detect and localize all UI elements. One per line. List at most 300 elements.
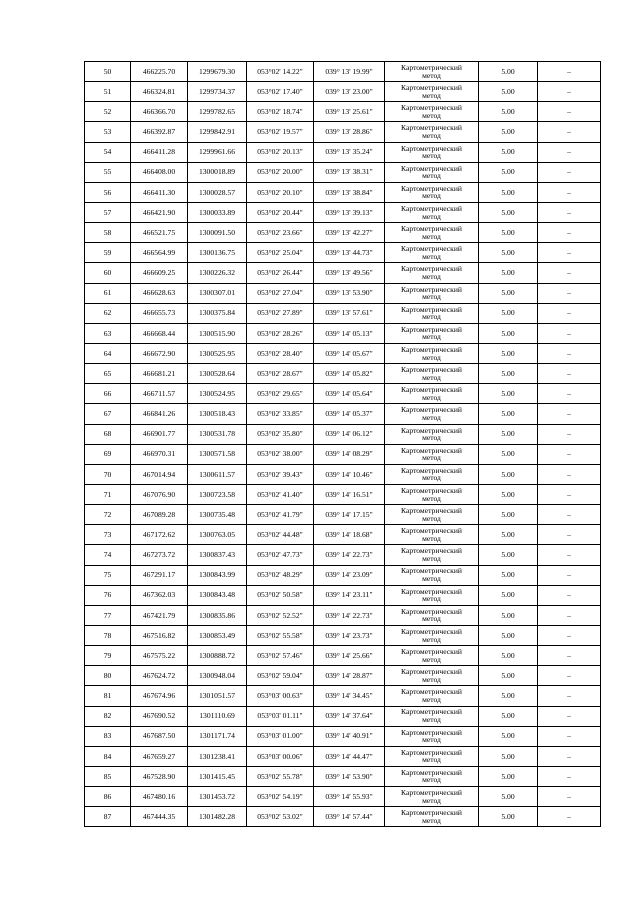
y-coordinate-cell: 1300525.95 — [188, 343, 247, 363]
accuracy-cell: 5.00 — [479, 505, 538, 525]
x-coordinate-cell: 466681.21 — [131, 364, 188, 384]
note-cell: – — [538, 706, 601, 726]
x-coordinate-cell: 466628.63 — [131, 283, 188, 303]
x-coordinate-cell: 467659.27 — [131, 746, 188, 766]
latitude-cell: 053°02' 54.19" — [247, 787, 314, 807]
longitude-cell: 039° 14' 05.13" — [314, 323, 385, 343]
y-coordinate-cell: 1300843.99 — [188, 565, 247, 585]
longitude-cell: 039° 13' 42.27" — [314, 223, 385, 243]
point-number-cell: 69 — [85, 444, 131, 464]
coordinates-table — [84, 61, 601, 827]
point-number-cell: 64 — [85, 343, 131, 363]
method-text: Картометрический — [401, 425, 462, 435]
method-text: Картометрический — [401, 344, 462, 354]
method-text: метод — [422, 674, 441, 684]
y-coordinate-cell: 1300524.95 — [188, 384, 247, 404]
note-cell: – — [538, 505, 601, 525]
method-cell — [385, 525, 479, 545]
latitude-cell: 053°02' 47.73" — [247, 545, 314, 565]
method-text: Картометрический — [401, 203, 462, 213]
point-number-cell: 79 — [85, 646, 131, 666]
accuracy-cell: 5.00 — [479, 646, 538, 666]
method-text: метод — [422, 372, 441, 382]
note-cell: – — [538, 82, 601, 102]
point-number-cell: 63 — [85, 323, 131, 343]
x-coordinate-cell: 466366.70 — [131, 102, 188, 122]
method-text: Картометрический — [401, 183, 462, 193]
longitude-cell: 039° 14' 05.64" — [314, 384, 385, 404]
method-cell — [385, 243, 479, 263]
method-text: метод — [422, 553, 441, 563]
method-cell — [385, 605, 479, 625]
accuracy-cell: 5.00 — [479, 585, 538, 605]
table-row — [85, 182, 601, 202]
note-cell: – — [538, 444, 601, 464]
point-number-cell: 61 — [85, 283, 131, 303]
table-row — [85, 766, 601, 786]
point-number-cell: 67 — [85, 404, 131, 424]
table-row — [85, 706, 601, 726]
note-cell: – — [538, 142, 601, 162]
latitude-cell: 053°02' 50.58" — [247, 585, 314, 605]
method-text: метод — [422, 392, 441, 402]
note-cell: – — [538, 162, 601, 182]
method-text: метод — [422, 715, 441, 725]
table-row — [85, 646, 601, 666]
x-coordinate-cell: 467362.03 — [131, 585, 188, 605]
method-text: метод — [422, 171, 441, 181]
table-row — [85, 424, 601, 444]
point-number-cell: 58 — [85, 223, 131, 243]
accuracy-cell: 5.00 — [479, 102, 538, 122]
accuracy-cell: 5.00 — [479, 424, 538, 444]
longitude-cell: 039° 14' 05.37" — [314, 404, 385, 424]
method-cell — [385, 343, 479, 363]
method-text: метод — [422, 352, 441, 362]
table-row — [85, 162, 601, 182]
method-cell — [385, 404, 479, 424]
longitude-cell: 039° 14' 16.51" — [314, 484, 385, 504]
y-coordinate-cell: 1300843.48 — [188, 585, 247, 605]
x-coordinate-cell: 466841.26 — [131, 404, 188, 424]
accuracy-cell: 5.00 — [479, 62, 538, 82]
y-coordinate-cell: 1301482.28 — [188, 807, 247, 827]
accuracy-cell: 5.00 — [479, 726, 538, 746]
note-cell: – — [538, 404, 601, 424]
y-coordinate-cell: 1299842.91 — [188, 122, 247, 142]
method-text: Картометрический — [401, 586, 462, 596]
table-row — [85, 746, 601, 766]
y-coordinate-cell: 1301238.41 — [188, 746, 247, 766]
longitude-cell: 039° 14' 05.67" — [314, 343, 385, 363]
point-number-cell: 87 — [85, 807, 131, 827]
point-number-cell: 51 — [85, 82, 131, 102]
method-cell — [385, 565, 479, 585]
method-text: Картометрический — [401, 606, 462, 616]
method-text: Картометрический — [401, 143, 462, 153]
table-row — [85, 666, 601, 686]
x-coordinate-cell: 467575.22 — [131, 646, 188, 666]
method-text: метод — [422, 533, 441, 543]
longitude-cell: 039° 14' 55.93" — [314, 787, 385, 807]
note-cell: – — [538, 202, 601, 222]
method-text: Картометрический — [401, 244, 462, 254]
accuracy-cell: 5.00 — [479, 343, 538, 363]
x-coordinate-cell: 466901.77 — [131, 424, 188, 444]
point-number-cell: 66 — [85, 384, 131, 404]
method-text: метод — [422, 735, 441, 745]
longitude-cell: 039° 13' 25.61" — [314, 102, 385, 122]
method-text: метод — [422, 412, 441, 422]
x-coordinate-cell: 467480.16 — [131, 787, 188, 807]
method-text: метод — [422, 292, 441, 302]
y-coordinate-cell: 1300091.50 — [188, 223, 247, 243]
longitude-cell: 039° 13' 38.31" — [314, 162, 385, 182]
x-coordinate-cell: 467291.17 — [131, 565, 188, 585]
latitude-cell: 053°02' 28.67" — [247, 364, 314, 384]
method-cell — [385, 283, 479, 303]
table-row — [85, 263, 601, 283]
longitude-cell: 039° 13' 49.56" — [314, 263, 385, 283]
table-row — [85, 807, 601, 827]
latitude-cell: 053°02' 19.57" — [247, 122, 314, 142]
y-coordinate-cell: 1300723.58 — [188, 484, 247, 504]
table-row — [85, 404, 601, 424]
method-text: Картометрический — [401, 707, 462, 717]
method-text: метод — [422, 755, 441, 765]
method-text: Картометрический — [401, 465, 462, 475]
point-number-cell: 76 — [85, 585, 131, 605]
method-cell — [385, 807, 479, 827]
longitude-cell: 039° 14' 34.45" — [314, 686, 385, 706]
table-row — [85, 484, 601, 504]
table-row — [85, 82, 601, 102]
note-cell: – — [538, 122, 601, 142]
latitude-cell: 053°03' 01.00" — [247, 726, 314, 746]
method-text: метод — [422, 130, 441, 140]
method-cell — [385, 263, 479, 283]
latitude-cell: 053°02' 28.40" — [247, 343, 314, 363]
longitude-cell: 039° 13' 57.61" — [314, 303, 385, 323]
latitude-cell: 053°02' 18.74" — [247, 102, 314, 122]
note-cell: – — [538, 364, 601, 384]
accuracy-cell: 5.00 — [479, 162, 538, 182]
method-cell — [385, 766, 479, 786]
method-text: Картометрический — [401, 566, 462, 576]
y-coordinate-cell: 1300888.72 — [188, 646, 247, 666]
accuracy-cell: 5.00 — [479, 545, 538, 565]
method-text: метод — [422, 574, 441, 584]
longitude-cell: 039° 14' 40.91" — [314, 726, 385, 746]
y-coordinate-cell: 1300375.84 — [188, 303, 247, 323]
note-cell: – — [538, 545, 601, 565]
latitude-cell: 053°02' 26.44" — [247, 263, 314, 283]
latitude-cell: 053°02' 29.65" — [247, 384, 314, 404]
accuracy-cell: 5.00 — [479, 364, 538, 384]
note-cell: – — [538, 243, 601, 263]
method-text: Картометрический — [401, 445, 462, 455]
y-coordinate-cell: 1300763.05 — [188, 525, 247, 545]
x-coordinate-cell: 467528.90 — [131, 766, 188, 786]
method-text: метод — [422, 493, 441, 503]
note-cell: – — [538, 686, 601, 706]
table-row — [85, 787, 601, 807]
x-coordinate-cell: 467014.94 — [131, 464, 188, 484]
point-number-cell: 84 — [85, 746, 131, 766]
latitude-cell: 053°02' 20.13" — [247, 142, 314, 162]
point-number-cell: 77 — [85, 605, 131, 625]
method-text: метод — [422, 795, 441, 805]
method-cell — [385, 726, 479, 746]
table-row — [85, 444, 601, 464]
y-coordinate-cell: 1299679.30 — [188, 62, 247, 82]
table-row — [85, 62, 601, 82]
x-coordinate-cell: 466672.90 — [131, 343, 188, 363]
point-number-cell: 57 — [85, 202, 131, 222]
table-row — [85, 525, 601, 545]
method-text: метод — [422, 151, 441, 161]
accuracy-cell: 5.00 — [479, 444, 538, 464]
note-cell: – — [538, 484, 601, 504]
y-coordinate-cell: 1300515.90 — [188, 323, 247, 343]
point-number-cell: 82 — [85, 706, 131, 726]
point-number-cell: 81 — [85, 686, 131, 706]
method-text: метод — [422, 654, 441, 664]
point-number-cell: 62 — [85, 303, 131, 323]
point-number-cell: 85 — [85, 766, 131, 786]
method-cell — [385, 182, 479, 202]
latitude-cell: 053°02' 17.40" — [247, 82, 314, 102]
method-text: Картометрический — [401, 687, 462, 697]
longitude-cell: 039° 14' 10.46" — [314, 464, 385, 484]
accuracy-cell: 5.00 — [479, 565, 538, 585]
x-coordinate-cell: 466521.75 — [131, 223, 188, 243]
y-coordinate-cell: 1301453.72 — [188, 787, 247, 807]
method-text: метод — [422, 271, 441, 281]
method-text: метод — [422, 312, 441, 322]
x-coordinate-cell: 466970.31 — [131, 444, 188, 464]
method-text: Картометрический — [401, 324, 462, 334]
y-coordinate-cell: 1300033.89 — [188, 202, 247, 222]
latitude-cell: 053°02' 55.78" — [247, 766, 314, 786]
latitude-cell: 053°02' 27.04" — [247, 283, 314, 303]
note-cell: – — [538, 263, 601, 283]
x-coordinate-cell: 467421.79 — [131, 605, 188, 625]
point-number-cell: 55 — [85, 162, 131, 182]
method-text: метод — [422, 433, 441, 443]
note-cell: – — [538, 605, 601, 625]
method-text: Картометрический — [401, 62, 462, 72]
latitude-cell: 053°02' 28.26" — [247, 323, 314, 343]
x-coordinate-cell: 467690.52 — [131, 706, 188, 726]
x-coordinate-cell: 466668.44 — [131, 323, 188, 343]
latitude-cell: 053°02' 27.89" — [247, 303, 314, 323]
table-row — [85, 726, 601, 746]
x-coordinate-cell: 467076.90 — [131, 484, 188, 504]
latitude-cell: 053°02' 39.43" — [247, 464, 314, 484]
accuracy-cell: 5.00 — [479, 484, 538, 504]
latitude-cell: 053°02' 55.58" — [247, 625, 314, 645]
y-coordinate-cell: 1300611.57 — [188, 464, 247, 484]
longitude-cell: 039° 13' 19.99" — [314, 62, 385, 82]
longitude-cell: 039° 13' 38.84" — [314, 182, 385, 202]
latitude-cell: 053°02' 20.00" — [247, 162, 314, 182]
method-text: метод — [422, 453, 441, 463]
table-row — [85, 122, 601, 142]
method-cell — [385, 585, 479, 605]
accuracy-cell: 5.00 — [479, 384, 538, 404]
x-coordinate-cell: 466711.57 — [131, 384, 188, 404]
method-cell — [385, 625, 479, 645]
accuracy-cell: 5.00 — [479, 605, 538, 625]
method-text: Картометрический — [401, 626, 462, 636]
method-text: Картометрический — [401, 365, 462, 375]
longitude-cell: 039° 13' 53.90" — [314, 283, 385, 303]
method-cell — [385, 162, 479, 182]
y-coordinate-cell: 1300853.49 — [188, 625, 247, 645]
method-text: метод — [422, 70, 441, 80]
method-text: Картометрический — [401, 485, 462, 495]
table-row — [85, 565, 601, 585]
longitude-cell: 039° 14' 22.73" — [314, 545, 385, 565]
y-coordinate-cell: 1301415.45 — [188, 766, 247, 786]
accuracy-cell: 5.00 — [479, 243, 538, 263]
method-text: метод — [422, 694, 441, 704]
accuracy-cell: 5.00 — [479, 686, 538, 706]
point-number-cell: 75 — [85, 565, 131, 585]
y-coordinate-cell: 1300226.32 — [188, 263, 247, 283]
y-coordinate-cell: 1300528.64 — [188, 364, 247, 384]
longitude-cell: 039° 13' 44.73" — [314, 243, 385, 263]
x-coordinate-cell: 467674.96 — [131, 686, 188, 706]
latitude-cell: 053°03' 01.11" — [247, 706, 314, 726]
latitude-cell: 053°02' 48.29" — [247, 565, 314, 585]
table-row — [85, 283, 601, 303]
method-cell — [385, 384, 479, 404]
longitude-cell: 039° 14' 25.66" — [314, 646, 385, 666]
table-row — [85, 303, 601, 323]
note-cell: – — [538, 525, 601, 545]
method-text: Картометрический — [401, 163, 462, 173]
y-coordinate-cell: 1300307.01 — [188, 283, 247, 303]
accuracy-cell: 5.00 — [479, 202, 538, 222]
x-coordinate-cell: 466655.73 — [131, 303, 188, 323]
longitude-cell: 039° 14' 23.11" — [314, 585, 385, 605]
method-text: метод — [422, 110, 441, 120]
note-cell: – — [538, 223, 601, 243]
latitude-cell: 053°02' 44.48" — [247, 525, 314, 545]
longitude-cell: 039° 13' 28.86" — [314, 122, 385, 142]
note-cell: – — [538, 384, 601, 404]
table-row — [85, 464, 601, 484]
x-coordinate-cell: 466324.81 — [131, 82, 188, 102]
note-cell: – — [538, 283, 601, 303]
point-number-cell: 80 — [85, 666, 131, 686]
longitude-cell: 039° 14' 57.44" — [314, 807, 385, 827]
method-cell — [385, 686, 479, 706]
longitude-cell: 039° 14' 37.64" — [314, 706, 385, 726]
accuracy-cell: 5.00 — [479, 625, 538, 645]
accuracy-cell: 5.00 — [479, 706, 538, 726]
method-text: Картометрический — [401, 526, 462, 536]
note-cell: – — [538, 424, 601, 444]
note-cell: – — [538, 646, 601, 666]
longitude-cell: 039° 14' 22.73" — [314, 605, 385, 625]
accuracy-cell: 5.00 — [479, 142, 538, 162]
accuracy-cell: 5.00 — [479, 182, 538, 202]
table-row — [85, 625, 601, 645]
x-coordinate-cell: 467273.72 — [131, 545, 188, 565]
accuracy-cell: 5.00 — [479, 464, 538, 484]
y-coordinate-cell: 1299961.66 — [188, 142, 247, 162]
point-number-cell: 74 — [85, 545, 131, 565]
method-cell — [385, 706, 479, 726]
latitude-cell: 053°02' 23.66" — [247, 223, 314, 243]
point-number-cell: 68 — [85, 424, 131, 444]
y-coordinate-cell: 1299734.37 — [188, 82, 247, 102]
method-text: метод — [422, 513, 441, 523]
accuracy-cell: 5.00 — [479, 223, 538, 243]
table-row — [85, 384, 601, 404]
method-text: Картометрический — [401, 727, 462, 737]
x-coordinate-cell: 467516.82 — [131, 625, 188, 645]
method-text: Картометрический — [401, 546, 462, 556]
longitude-cell: 039° 13' 23.00" — [314, 82, 385, 102]
table-row — [85, 142, 601, 162]
table-row — [85, 243, 601, 263]
y-coordinate-cell: 1300531.78 — [188, 424, 247, 444]
note-cell: – — [538, 625, 601, 645]
latitude-cell: 053°02' 20.44" — [247, 202, 314, 222]
method-text: метод — [422, 251, 441, 261]
method-text: Картометрический — [401, 506, 462, 516]
point-number-cell: 54 — [85, 142, 131, 162]
point-number-cell: 71 — [85, 484, 131, 504]
method-text: метод — [422, 90, 441, 100]
note-cell: – — [538, 102, 601, 122]
point-number-cell: 60 — [85, 263, 131, 283]
method-text: Картометрический — [401, 808, 462, 818]
method-text: метод — [422, 211, 441, 221]
latitude-cell: 053°02' 41.79" — [247, 505, 314, 525]
accuracy-cell: 5.00 — [479, 82, 538, 102]
latitude-cell: 053°02' 33.85" — [247, 404, 314, 424]
point-number-cell: 65 — [85, 364, 131, 384]
method-cell — [385, 62, 479, 82]
y-coordinate-cell: 1300835.86 — [188, 605, 247, 625]
note-cell: – — [538, 565, 601, 585]
method-text: Картометрический — [401, 304, 462, 314]
point-number-cell: 73 — [85, 525, 131, 545]
note-cell: – — [538, 585, 601, 605]
y-coordinate-cell: 1300837.43 — [188, 545, 247, 565]
table-row — [85, 202, 601, 222]
note-cell: – — [538, 766, 601, 786]
latitude-cell: 053°02' 59.04" — [247, 666, 314, 686]
longitude-cell: 039° 13' 35.24" — [314, 142, 385, 162]
accuracy-cell: 5.00 — [479, 746, 538, 766]
method-text: Картометрический — [401, 264, 462, 274]
method-text: метод — [422, 332, 441, 342]
method-cell — [385, 323, 479, 343]
latitude-cell: 053°02' 57.46" — [247, 646, 314, 666]
table-row — [85, 323, 601, 343]
table-row — [85, 545, 601, 565]
accuracy-cell: 5.00 — [479, 283, 538, 303]
y-coordinate-cell: 1300948.04 — [188, 666, 247, 686]
note-cell: – — [538, 787, 601, 807]
method-cell — [385, 202, 479, 222]
